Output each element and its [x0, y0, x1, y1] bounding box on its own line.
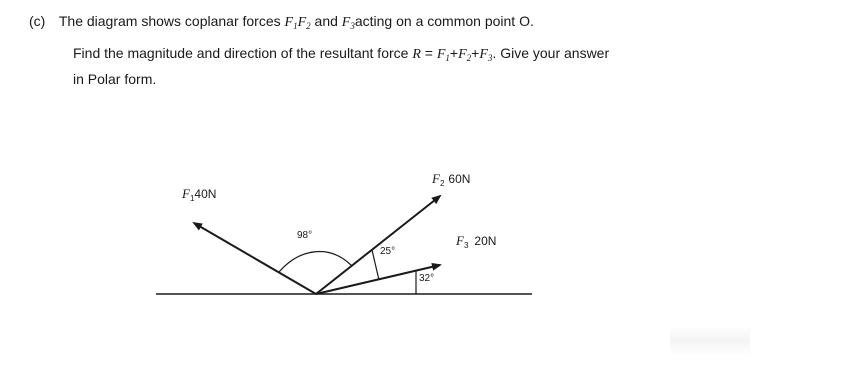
symbol-r: R: [412, 47, 421, 62]
symbol-f2: $F_2$: [297, 15, 311, 31]
scan-smudge: [670, 326, 750, 356]
question-part-label: (c): [29, 13, 46, 29]
force-label-f2: [431, 171, 470, 188]
symbol-f1: $F_1$: [284, 15, 298, 31]
angle-arc-f1-f2: [279, 252, 352, 272]
question-line-2: Find the magnitude and direction of the resultant force $R = F_1+F_2+F_3$. Give your answer: [73, 45, 610, 63]
svg-text:F320N: F3 20N: [456, 233, 497, 250]
question-text-find: Find the magnitude and direction of the resultant force: [73, 45, 413, 61]
angle-label-25: 25°: [380, 246, 396, 257]
symbol-f3: $F_3$: [479, 47, 493, 63]
question-text-acting: acting on a common point O.: [354, 13, 534, 29]
symbol-f1: $F_1$: [436, 47, 450, 63]
question-line-1: (c) The diagram shows coplanar forces $F_1F_2$ and $F_3acting$ on a common point O.: [29, 13, 534, 31]
question-text-intro: The diagram shows coplanar forces: [58, 13, 285, 29]
question-text-polar: in Polar form.: [73, 71, 157, 87]
svg-text:F260N: F2 60N: [432, 171, 471, 188]
angle-label-32: 32°: [419, 273, 435, 284]
symbol-f3: $F_3$: [341, 15, 355, 31]
svg-text:F140N: F140N: [182, 186, 217, 203]
angle-arc-f2-f3: [372, 250, 379, 280]
force-label-f3: [455, 233, 496, 250]
angle-label-98: 98°: [297, 230, 313, 241]
question-text-give: . Give your answer: [492, 45, 610, 61]
force-label-f1: [181, 186, 216, 203]
symbol-f2: $F_2$: [458, 47, 472, 63]
